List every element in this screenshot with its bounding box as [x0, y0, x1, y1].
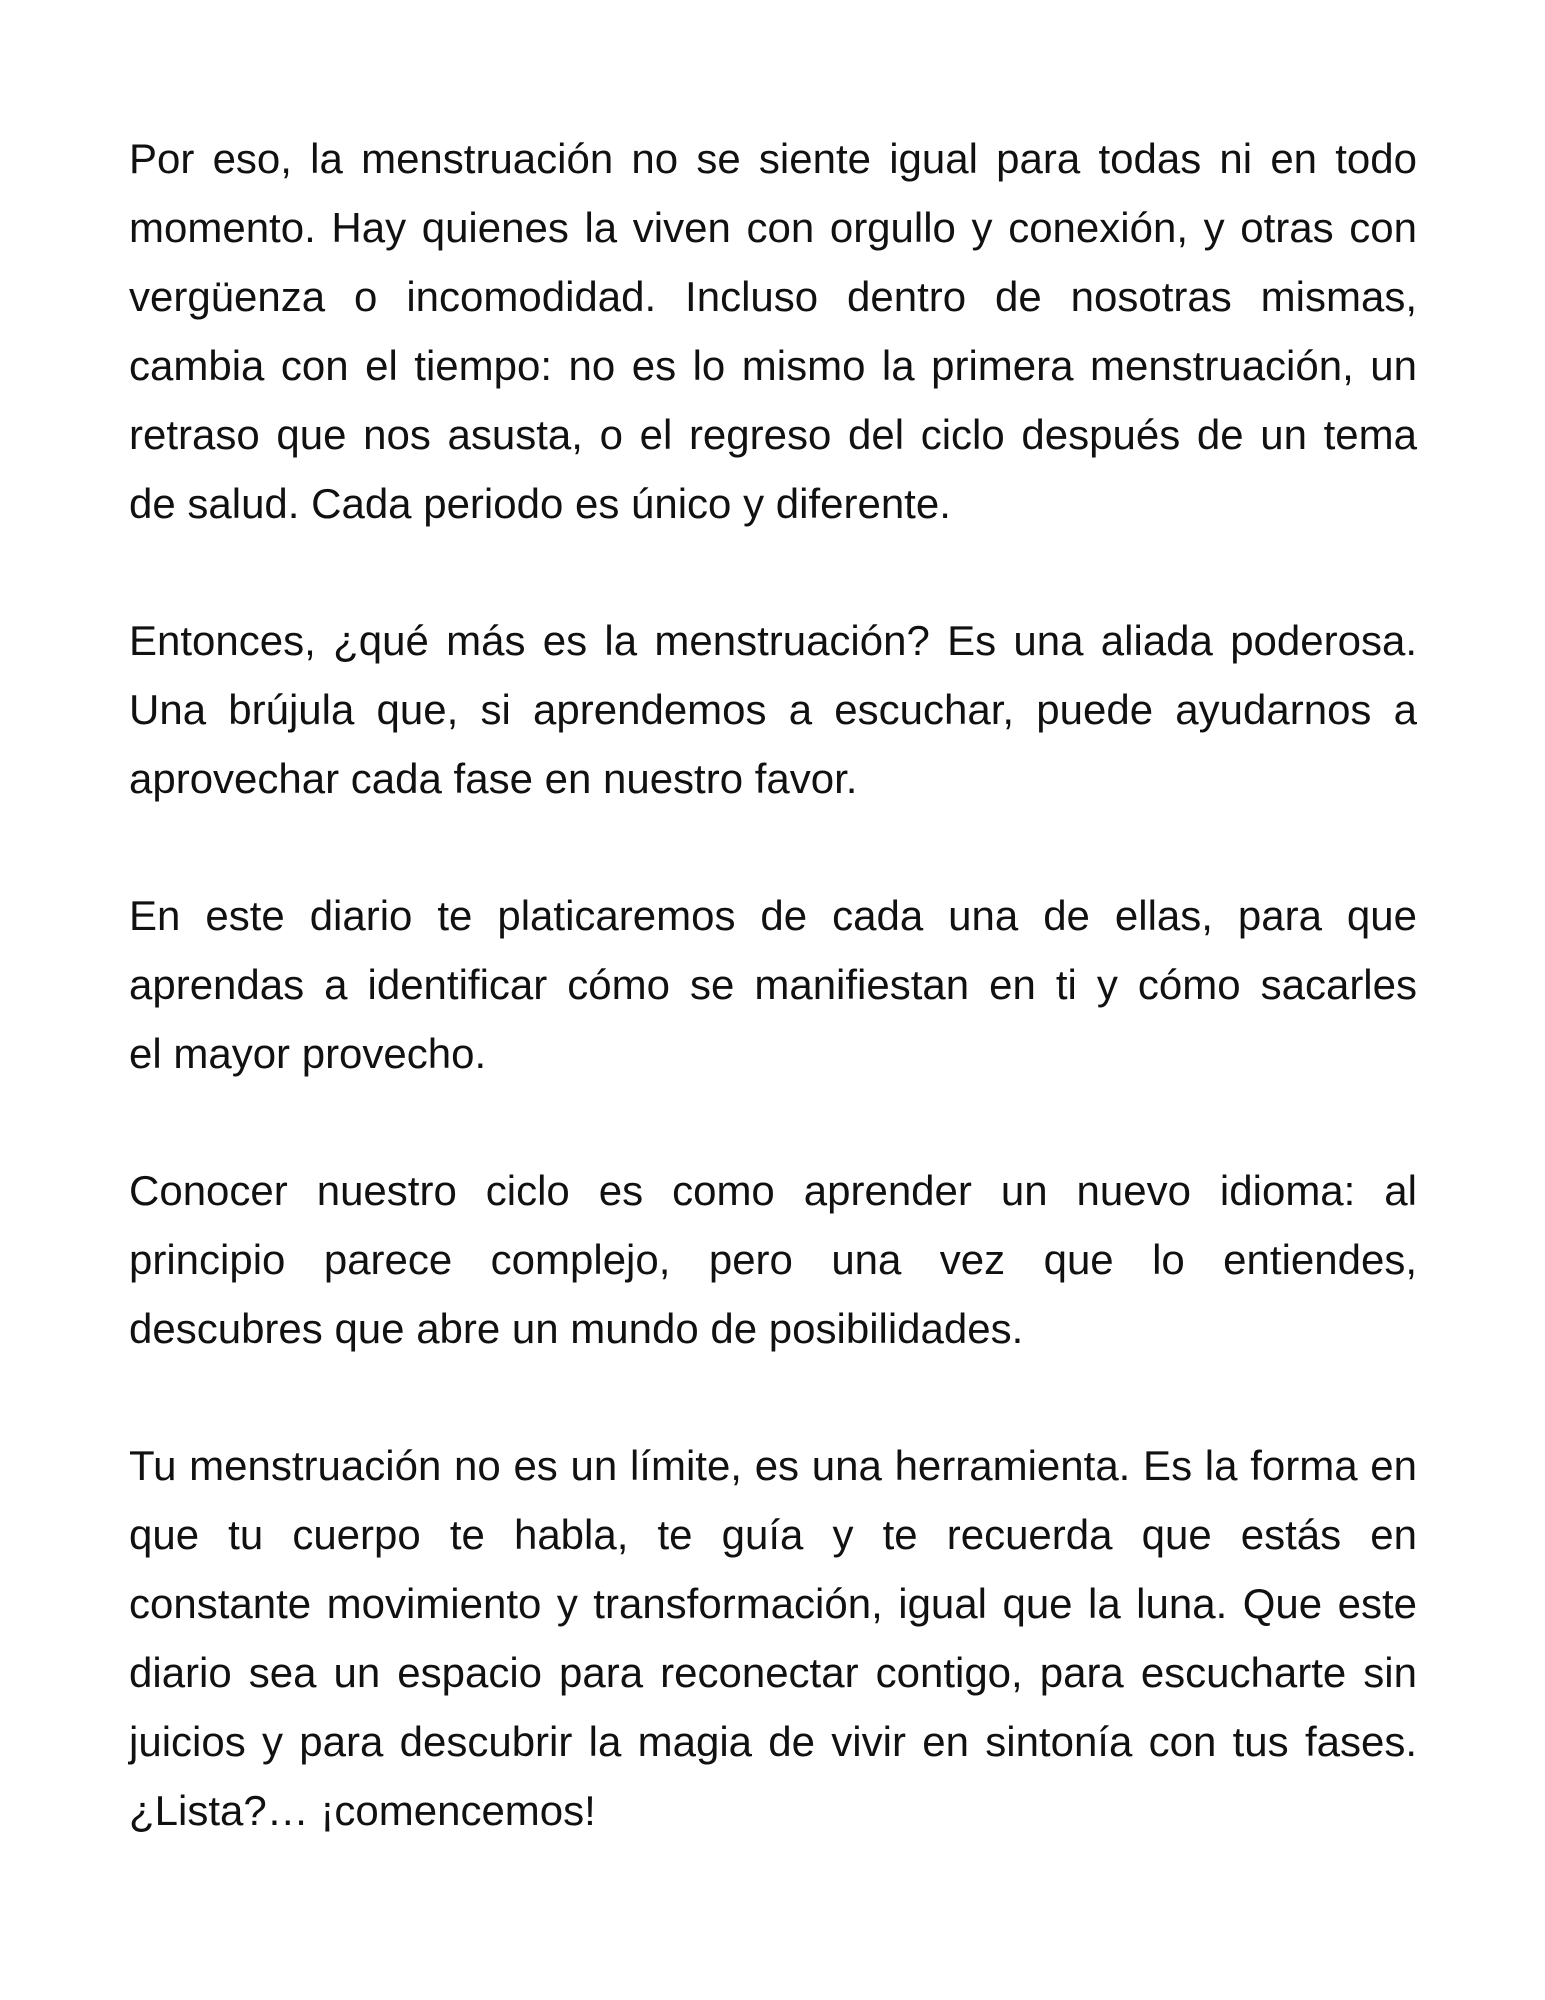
text-line: Una brújula que, si aprendemos a escuchar, puede ayudarnos a	[129, 686, 1417, 733]
text-line: juicios y para descubrir la magia de vivir en sintonía con tus fases.	[129, 1718, 1417, 1765]
text-line: cambia con el tiempo: no es lo mismo la primera menstruación, un	[129, 342, 1417, 389]
text-line: constante movimiento y transformación, igual que la luna. Que este	[129, 1580, 1417, 1627]
text-line: descubres que abre un mundo de posibilidades.	[129, 1305, 1024, 1352]
paragraph	[129, 1156, 1417, 1363]
paragraph	[129, 124, 1417, 538]
text-line: En este diario te platicaremos de cada una de ellas, para que	[129, 892, 1417, 939]
paragraph	[129, 606, 1417, 813]
text-line: aprendas a identificar cómo se manifiestan en ti y cómo sacarles	[129, 961, 1417, 1008]
text-line: el mayor provecho.	[129, 1030, 487, 1077]
text-line: vergüenza o incomodidad. Incluso dentro de nosotras mismas,	[129, 273, 1417, 320]
text-line: Conocer nuestro ciclo es como aprender un nuevo idioma: al	[129, 1167, 1417, 1214]
text-line: Entonces, ¿qué más es la menstruación? Es una aliada poderosa.	[129, 617, 1417, 664]
text-line: de salud. Cada periodo es único y diferente.	[129, 480, 951, 527]
text-line: diario sea un espacio para reconectar contigo, para escucharte sin	[129, 1649, 1417, 1696]
body-text	[129, 124, 1417, 1913]
paragraph	[129, 881, 1417, 1088]
text-line: Tu menstruación no es un límite, es una herramienta. Es la forma en	[129, 1442, 1417, 1489]
paragraph	[129, 1431, 1417, 1845]
text-line: principio parece complejo, pero una vez que lo entiendes,	[129, 1236, 1417, 1283]
text-line: ¿Lista?… ¡comencemos!	[129, 1787, 596, 1834]
text-line: que tu cuerpo te habla, te guía y te recuerda que estás en	[129, 1511, 1417, 1558]
text-line: momento. Hay quienes la viven con orgullo y conexión, y otras con	[129, 204, 1417, 251]
text-line: Por eso, la menstruación no se siente igual para todas ni en todo	[129, 135, 1417, 182]
text-line: retraso que nos asusta, o el regreso del ciclo después de un tema	[129, 411, 1417, 458]
text-line: aprovechar cada fase en nuestro favor.	[129, 755, 858, 802]
